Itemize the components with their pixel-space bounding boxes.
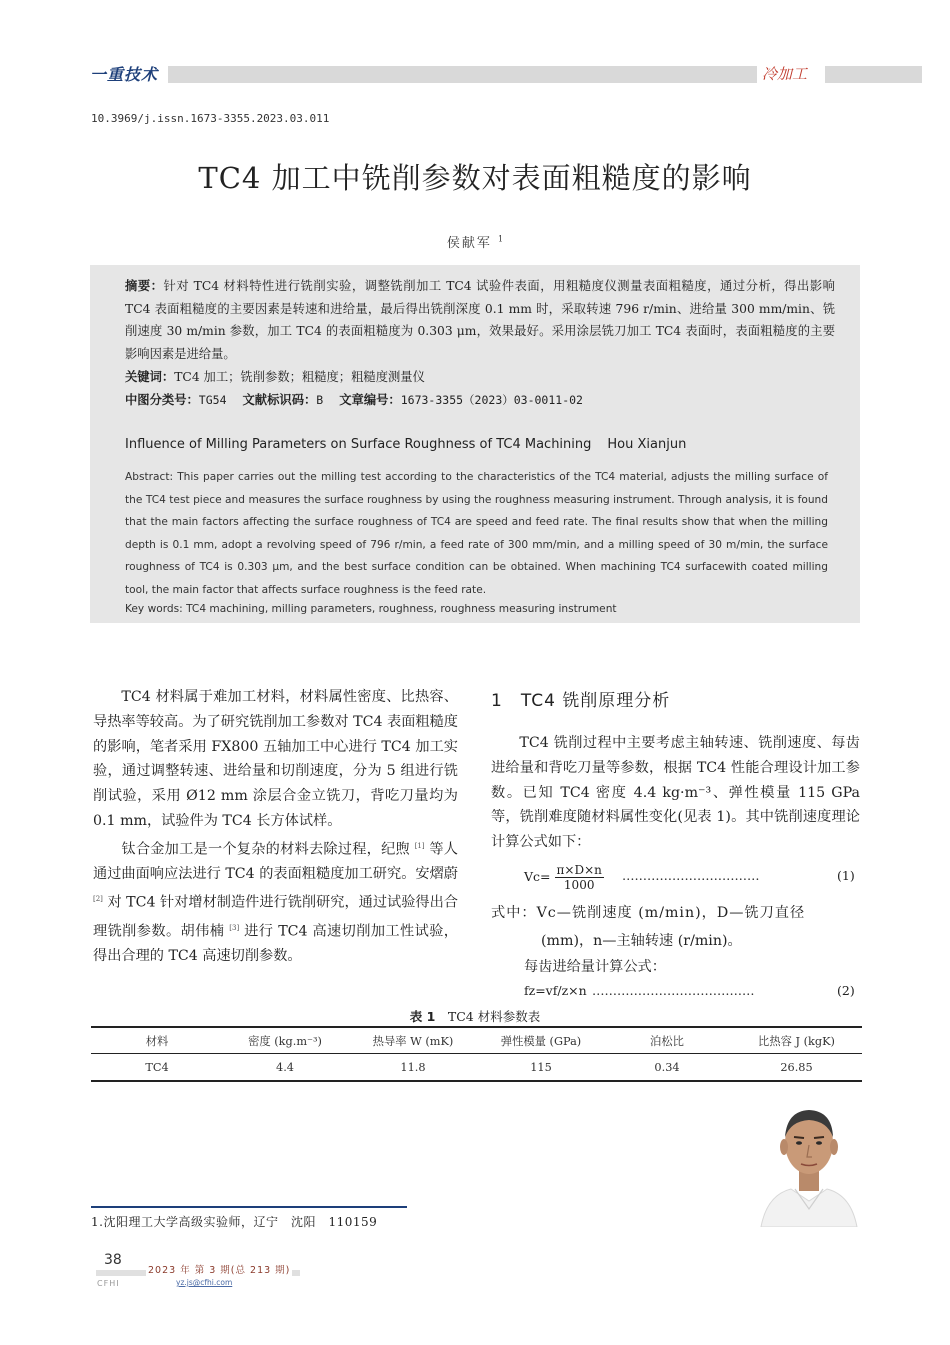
footnote-rule (91, 1206, 407, 1208)
citation-ref[interactable]: [1] (414, 841, 425, 850)
body-paragraph: TC4 材料属于难加工材料，材料属性密度、比热容、导热率等较高。为了研究铣削加工参数对 TC4 表面粗糙度的影响，笔者采用 FX800 五轴加工中心进行 TC4 加工实验，通过调整转速、进给量和切削速度，分为 5 组进行铣削试验，采用 Ø12 mm 涂层合金立铣刀，背吃刀量均为 0.1 mm，试验件为 TC4 长方体试样。 (93, 689, 458, 829)
page-number: 38 (104, 1252, 122, 1268)
table-header-cell: 材料 (145, 1035, 169, 1048)
english-keywords: Key words: TC4 machining, milling parameters, roughness, roughness measuring instrument (125, 603, 617, 615)
english-title: Influence of Milling Parameters on Surface Roughness of TC4 Machining (125, 437, 592, 452)
table-cell: 11.8 (400, 1061, 426, 1074)
body-right-column (491, 731, 860, 855)
article-no-label: 文章编号： (339, 393, 401, 407)
clc-value: TG54 (198, 393, 227, 407)
body-paragraph (93, 834, 458, 969)
table-row (91, 1061, 862, 1074)
text-run: 对 TC4 针对增材制造件进行铣削研究，通过试验得出合理铣削参数。胡伟楠 (93, 894, 458, 940)
formula-2-dots: ………………………………… (592, 983, 755, 998)
english-author: Hou Xianjun (607, 437, 687, 452)
table-header-row (91, 1033, 862, 1049)
table-mid-rule (91, 1053, 862, 1054)
formula-numerator: π×D×n (556, 863, 602, 877)
table-cell: 115 (530, 1061, 552, 1074)
author-name: 侯献军 (446, 236, 492, 251)
table-bottom-rule (91, 1080, 862, 1082)
citation-ref[interactable]: [3] (229, 923, 240, 932)
table-header-cell: 热导率 W (mK) (372, 1035, 454, 1048)
abstract-label: 摘要： (125, 279, 164, 293)
table-header-cell: 泊松比 (650, 1035, 684, 1048)
abstract-text: 针对 TC4 材料特性进行铣削实验，调整铣削加工 TC4 试验件表面，用粗糙度仪测量表面粗糙度，通过分析，得出影响 TC4 表面粗糙度的主要因素是转速和进给量，最后得出铣削深度 0.1 mm 时，采取转速 796 r/min、进给量 300 mm/min、铣削速度 30 m/min 参数，加工 TC4 的表面粗糙度为 0.303 μm，效果最好。采用涂层铣刀加工 TC4 表面时，表面粗糙度的主要影响因素是进给量。 (125, 279, 835, 361)
formula-1 (524, 863, 608, 892)
keywords-cn (125, 367, 425, 385)
doi: 10.3969/j.issn.1673-3355.2023.03.011 (91, 112, 330, 125)
paper-title: TC4 加工中铣削参数对表面粗糙度的影响 (198, 161, 752, 195)
text-run: 进行 TC4 高速切削加工性试验，得出合理的 TC4 高速切削参数。 (93, 923, 458, 965)
body-left-column (93, 685, 458, 969)
issue-info: 2023 年 第 3 期(总 213 期) (146, 1262, 292, 1276)
keywords-text: TC4 加工；铣削参数；粗糙度；粗糙度测量仪 (174, 370, 425, 384)
doc-code-label: 文献标识码： (242, 393, 317, 407)
footer-email-link[interactable]: yz.js@cfhi.com (176, 1278, 233, 1287)
section-heading: 1 TC4 铣削原理分析 (491, 691, 671, 711)
table-cell: TC4 (145, 1061, 169, 1074)
journal-logo: 一重技术 (90, 65, 159, 84)
table-cell: 26.85 (780, 1061, 813, 1074)
text-run: 钛合金加工是一个复杂的材料去除过程，纪煦 (121, 841, 410, 858)
table-caption-title: TC4 材料参数表 (447, 1009, 541, 1024)
formula-2: fz=vf/z×n (524, 983, 587, 998)
formula-fraction (555, 863, 604, 892)
formula-2-number: (2) (837, 983, 855, 998)
formula-lhs: Vc= (524, 869, 551, 884)
formula-1-number: (1) (837, 868, 855, 883)
author (0, 232, 950, 251)
article-no-value: 1673-3355（2023）03-0011-02 (400, 393, 583, 407)
formula-where-cont: (mm)，n—主轴转速 (r/min)。 (541, 933, 742, 949)
footer-brand: CFHI (97, 1279, 120, 1288)
table-top-rule (91, 1026, 862, 1028)
citation-ref[interactable]: [2] (93, 895, 103, 904)
formula-denominator: 1000 (563, 878, 595, 892)
table-cell: 4.4 (276, 1061, 294, 1074)
body-paragraph: 每齿进给量计算公式： (524, 959, 666, 975)
text-run: 等人通过曲面响应法进行 TC4 的表面粗糙度加工研究。安熠蔚 (93, 841, 458, 883)
clc-label: 中图分类号： (125, 393, 199, 407)
author-photo (757, 1097, 860, 1227)
section-label: 冷加工 (762, 65, 808, 83)
footnote: 1.沈阳理工大学高级实验师，辽宁 沈阳 110159 (91, 1215, 378, 1229)
formula-1-dots: …………………………… (622, 868, 760, 883)
doc-code-value: B (316, 393, 324, 407)
keywords-label: 关键词： (125, 370, 175, 384)
table-caption (0, 1007, 950, 1025)
affiliation-mark: 1 (498, 234, 504, 244)
table-header-cell: 弹性模量 (GPa) (500, 1035, 582, 1048)
table-header-cell: 密度 (kg.m⁻³) (248, 1035, 322, 1048)
table-caption-label: 表 1 (409, 1009, 436, 1024)
english-abstract: Abstract: This paper carries out the milling test according to the characteristics of the TC4 material, adjusts the milling surface of the TC4 test piece and measures the surface roughness by using the roughness measuring instrument. Through analysis, it is found that the main factors affecting the surface roughness of TC4 are speed and feed rate. The final results show that when the milling depth is 0.1 mm, adopt a revolving speed of 796 r/min, a feed rate of 300 mm/min, and a milling speed of 30 m/min, the surface roughness of TC4 is 0.303 μm, and the best surface condition can be obtained. When machining TC4 surfacewith coated milling tool, the main factor that affects surface roughness is the feed rate. (125, 471, 828, 596)
english-title-line (125, 437, 686, 452)
body-paragraph: TC4 铣削过程中主要考虑主轴转速、铣削速度、每齿进给量和背吃刀量等参数，根据 TC4 性能合理设计加工参数。已知 TC4 密度 4.4 kg·m⁻³、弹性模量 115 GPa 等，铣削难度随材料属性变化(见表 1)。其中铣削速度理论计算公式如下： (491, 735, 860, 851)
abstract-cn (125, 275, 835, 365)
classification-line (125, 390, 583, 408)
table-cell: 0.34 (654, 1061, 680, 1074)
formula-where: 式中：Vc—铣削速度 (m/min)，D—铣刀直径 (491, 905, 806, 921)
table-header-cell: 比热容 J (kgK) (758, 1035, 835, 1048)
